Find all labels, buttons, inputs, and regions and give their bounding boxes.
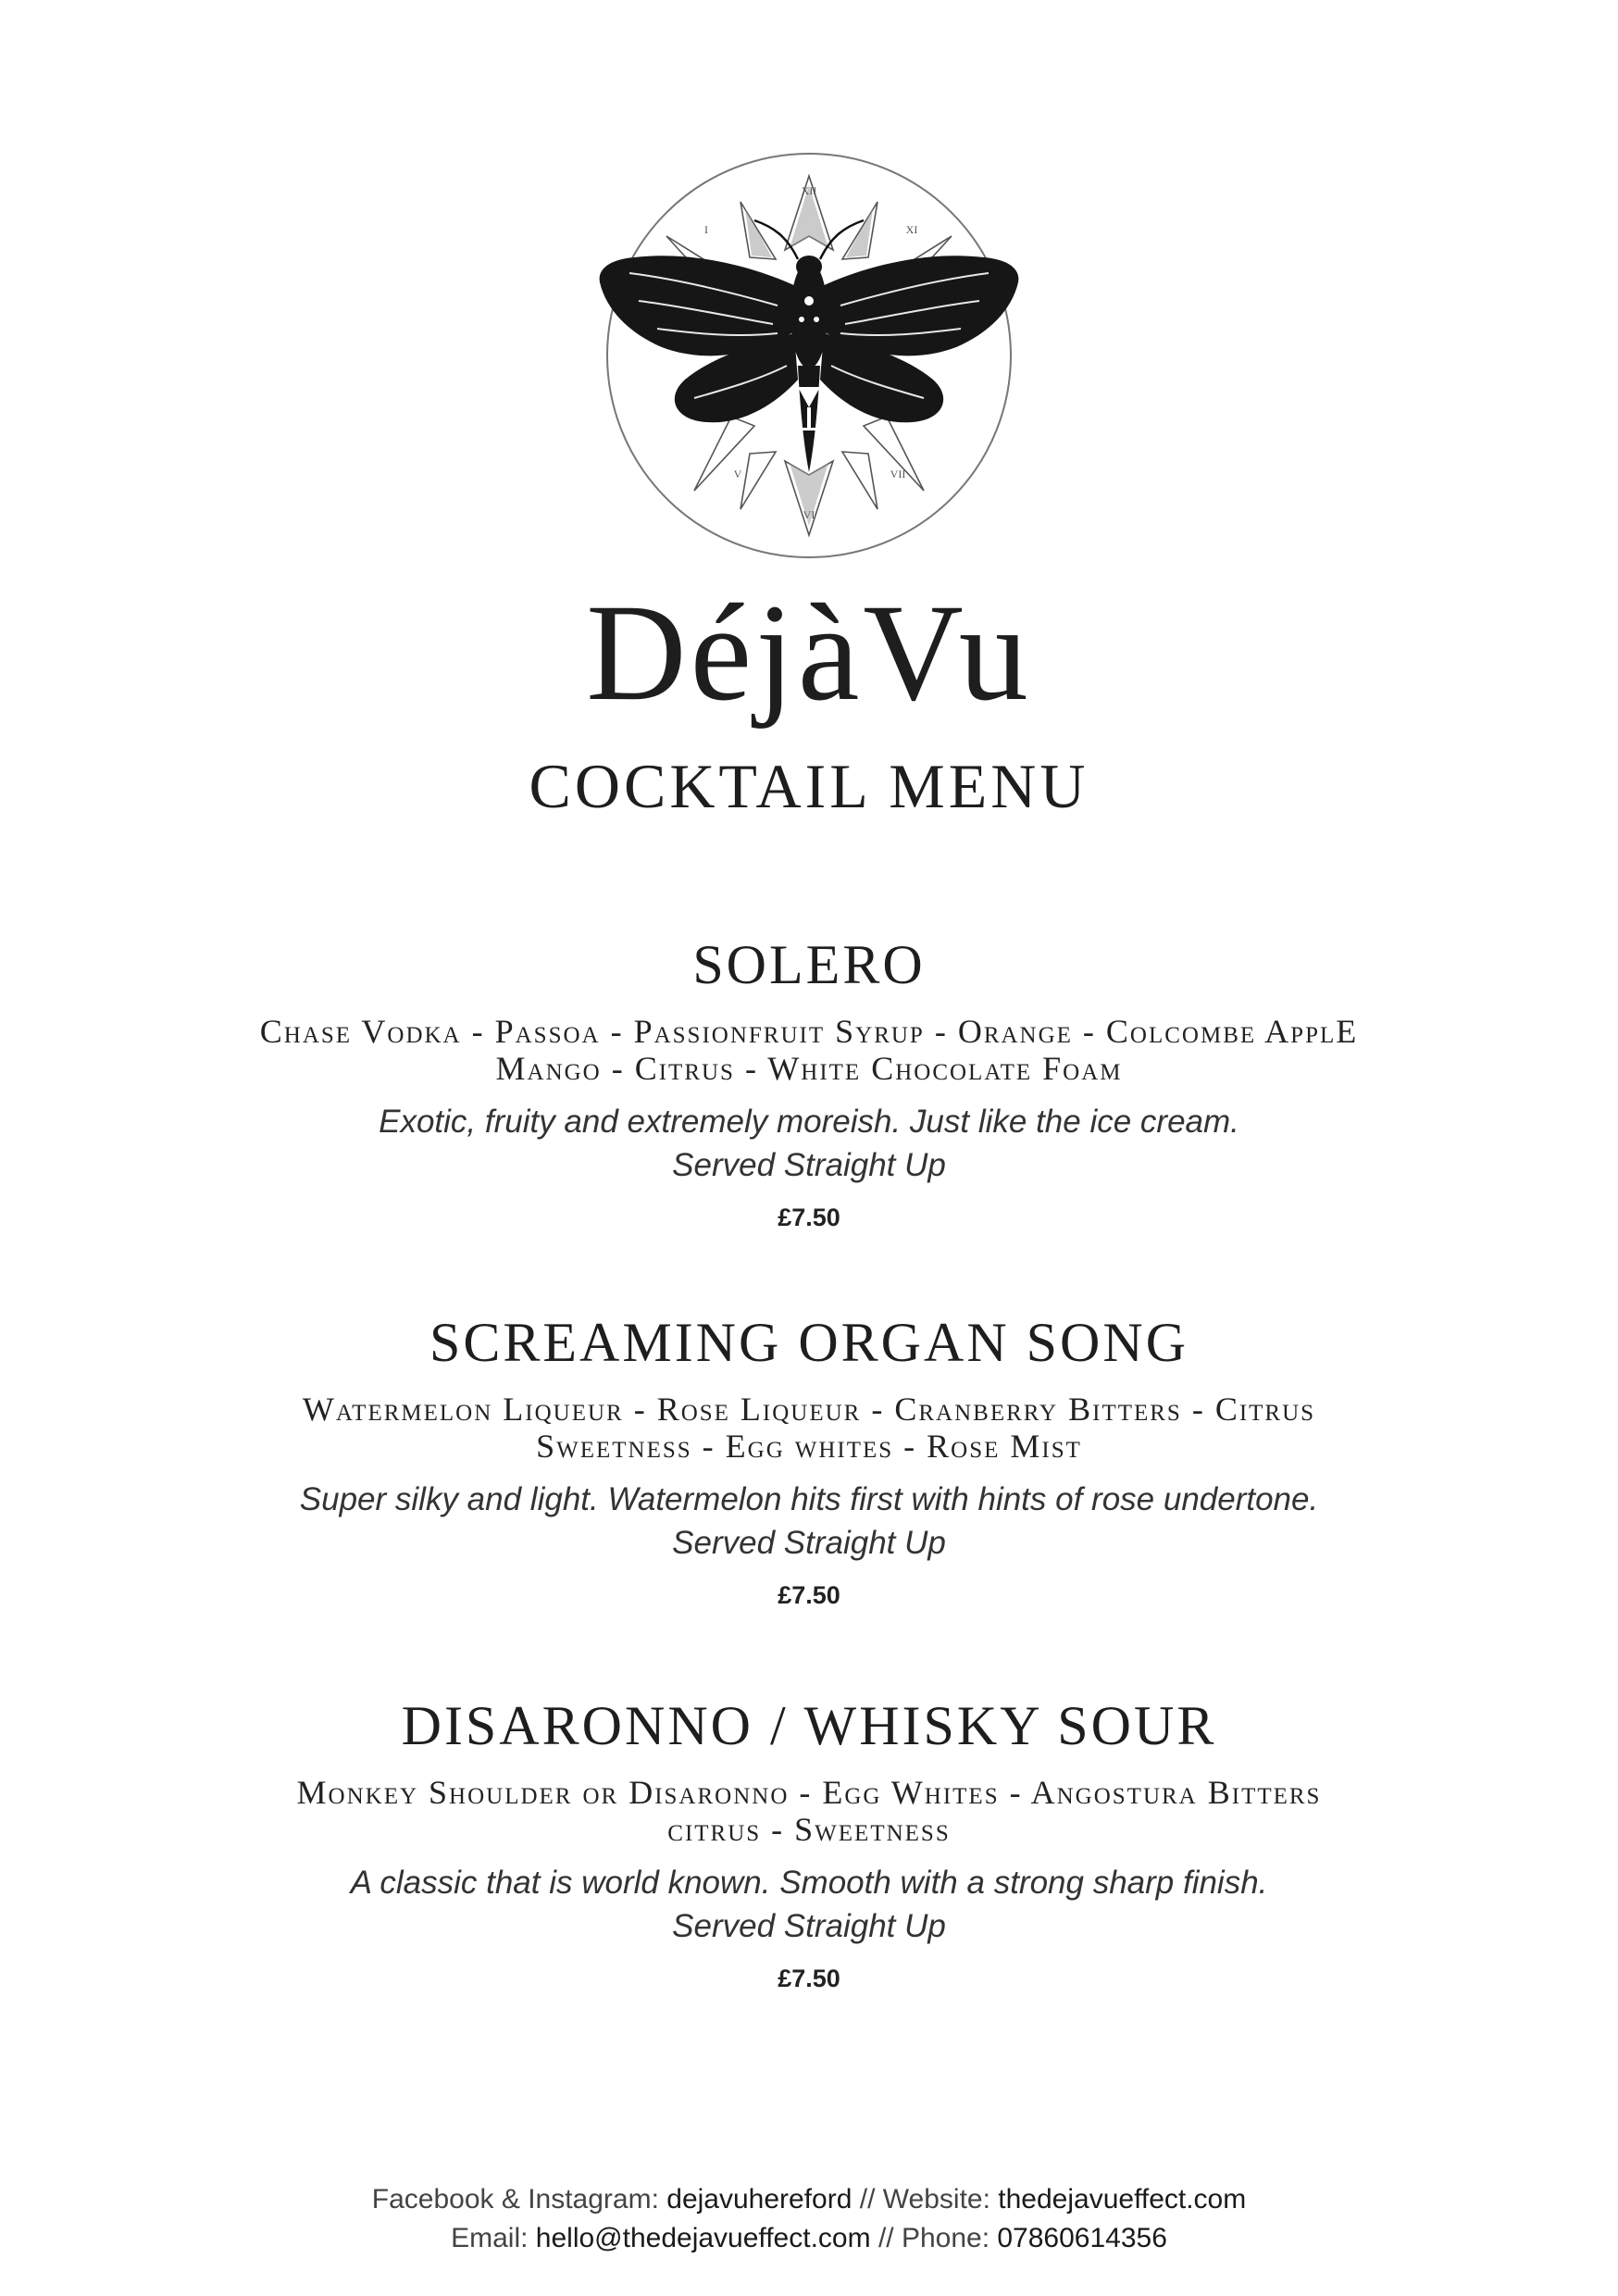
serve-style: Served Straight Up <box>672 1908 946 1944</box>
menu-item <box>0 1695 1618 1993</box>
contact-footer <box>0 2180 1618 2258</box>
social-handle-link[interactable]: dejavuhereford <box>666 2184 853 2215</box>
price: £7.50 <box>778 1965 840 1992</box>
menu-item <box>0 1312 1618 1610</box>
cocktail-name: DISARONNO / WHISKY SOUR <box>401 1695 1217 1756</box>
email-link[interactable]: hello@thedejavueffect.com <box>535 2223 871 2253</box>
website-label: // Website: <box>859 2184 990 2215</box>
menu-item <box>0 934 1618 1232</box>
numeral-top: XII <box>801 184 817 197</box>
cocktail-description: A classic that is world known. Smooth with a strong sharp finish. <box>350 1865 1268 1901</box>
numeral-top-left: I <box>704 223 708 236</box>
ingredients-line-2: Sweetness - Egg whites - Rose Mist <box>536 1428 1082 1465</box>
website-link[interactable]: thedejavueffect.com <box>998 2184 1247 2215</box>
ingredients-line-1: Monkey Shoulder or Disaronno - Egg Whites - Angostura Bitters <box>296 1774 1322 1811</box>
price: £7.50 <box>778 1204 840 1231</box>
moth-clock-logo-icon <box>555 148 1063 563</box>
social-label: Facebook & Instagram: <box>371 2184 659 2215</box>
serve-style: Served Straight Up <box>672 1147 946 1183</box>
cocktail-name: SCREAMING ORGAN SONG <box>429 1312 1189 1373</box>
numeral-top-right: XI <box>905 223 918 236</box>
email-label: Email: <box>451 2223 529 2253</box>
brand-title: DéjàVu <box>586 576 1032 730</box>
ingredients-line-1: Chase Vodka - Passoa - Passionfruit Syrup - Orange - Colcombe ApplE <box>259 1013 1359 1050</box>
cocktail-description: Exotic, fruity and extremely moreish. Just like the ice cream. <box>379 1104 1239 1140</box>
numeral-bottom: VI <box>803 508 815 521</box>
ingredients-line-2: Mango - Citrus - White Chocolate Foam <box>495 1050 1123 1087</box>
footer-line-2 <box>0 2219 1618 2258</box>
cocktail-description: Super silky and light. Watermelon hits first with hints of rose undertone. <box>299 1481 1319 1517</box>
numeral-bottom-right: VII <box>890 468 906 480</box>
price: £7.50 <box>778 1581 840 1609</box>
serve-style: Served Straight Up <box>672 1525 946 1561</box>
numeral-bottom-left: V <box>733 468 742 480</box>
footer-line-1 <box>0 2180 1618 2219</box>
phone-label: // Phone: <box>877 2223 990 2253</box>
ingredients-line-1: Watermelon Liqueur - Rose Liqueur - Cranberry Bitters - Citrus <box>302 1391 1316 1428</box>
menu-subtitle: COCKTAIL MENU <box>529 751 1089 821</box>
phone-link[interactable]: 07860614356 <box>997 2223 1167 2253</box>
ingredients-line-2: citrus - Sweetness <box>667 1811 951 1848</box>
cocktail-name: SOLERO <box>692 934 926 995</box>
